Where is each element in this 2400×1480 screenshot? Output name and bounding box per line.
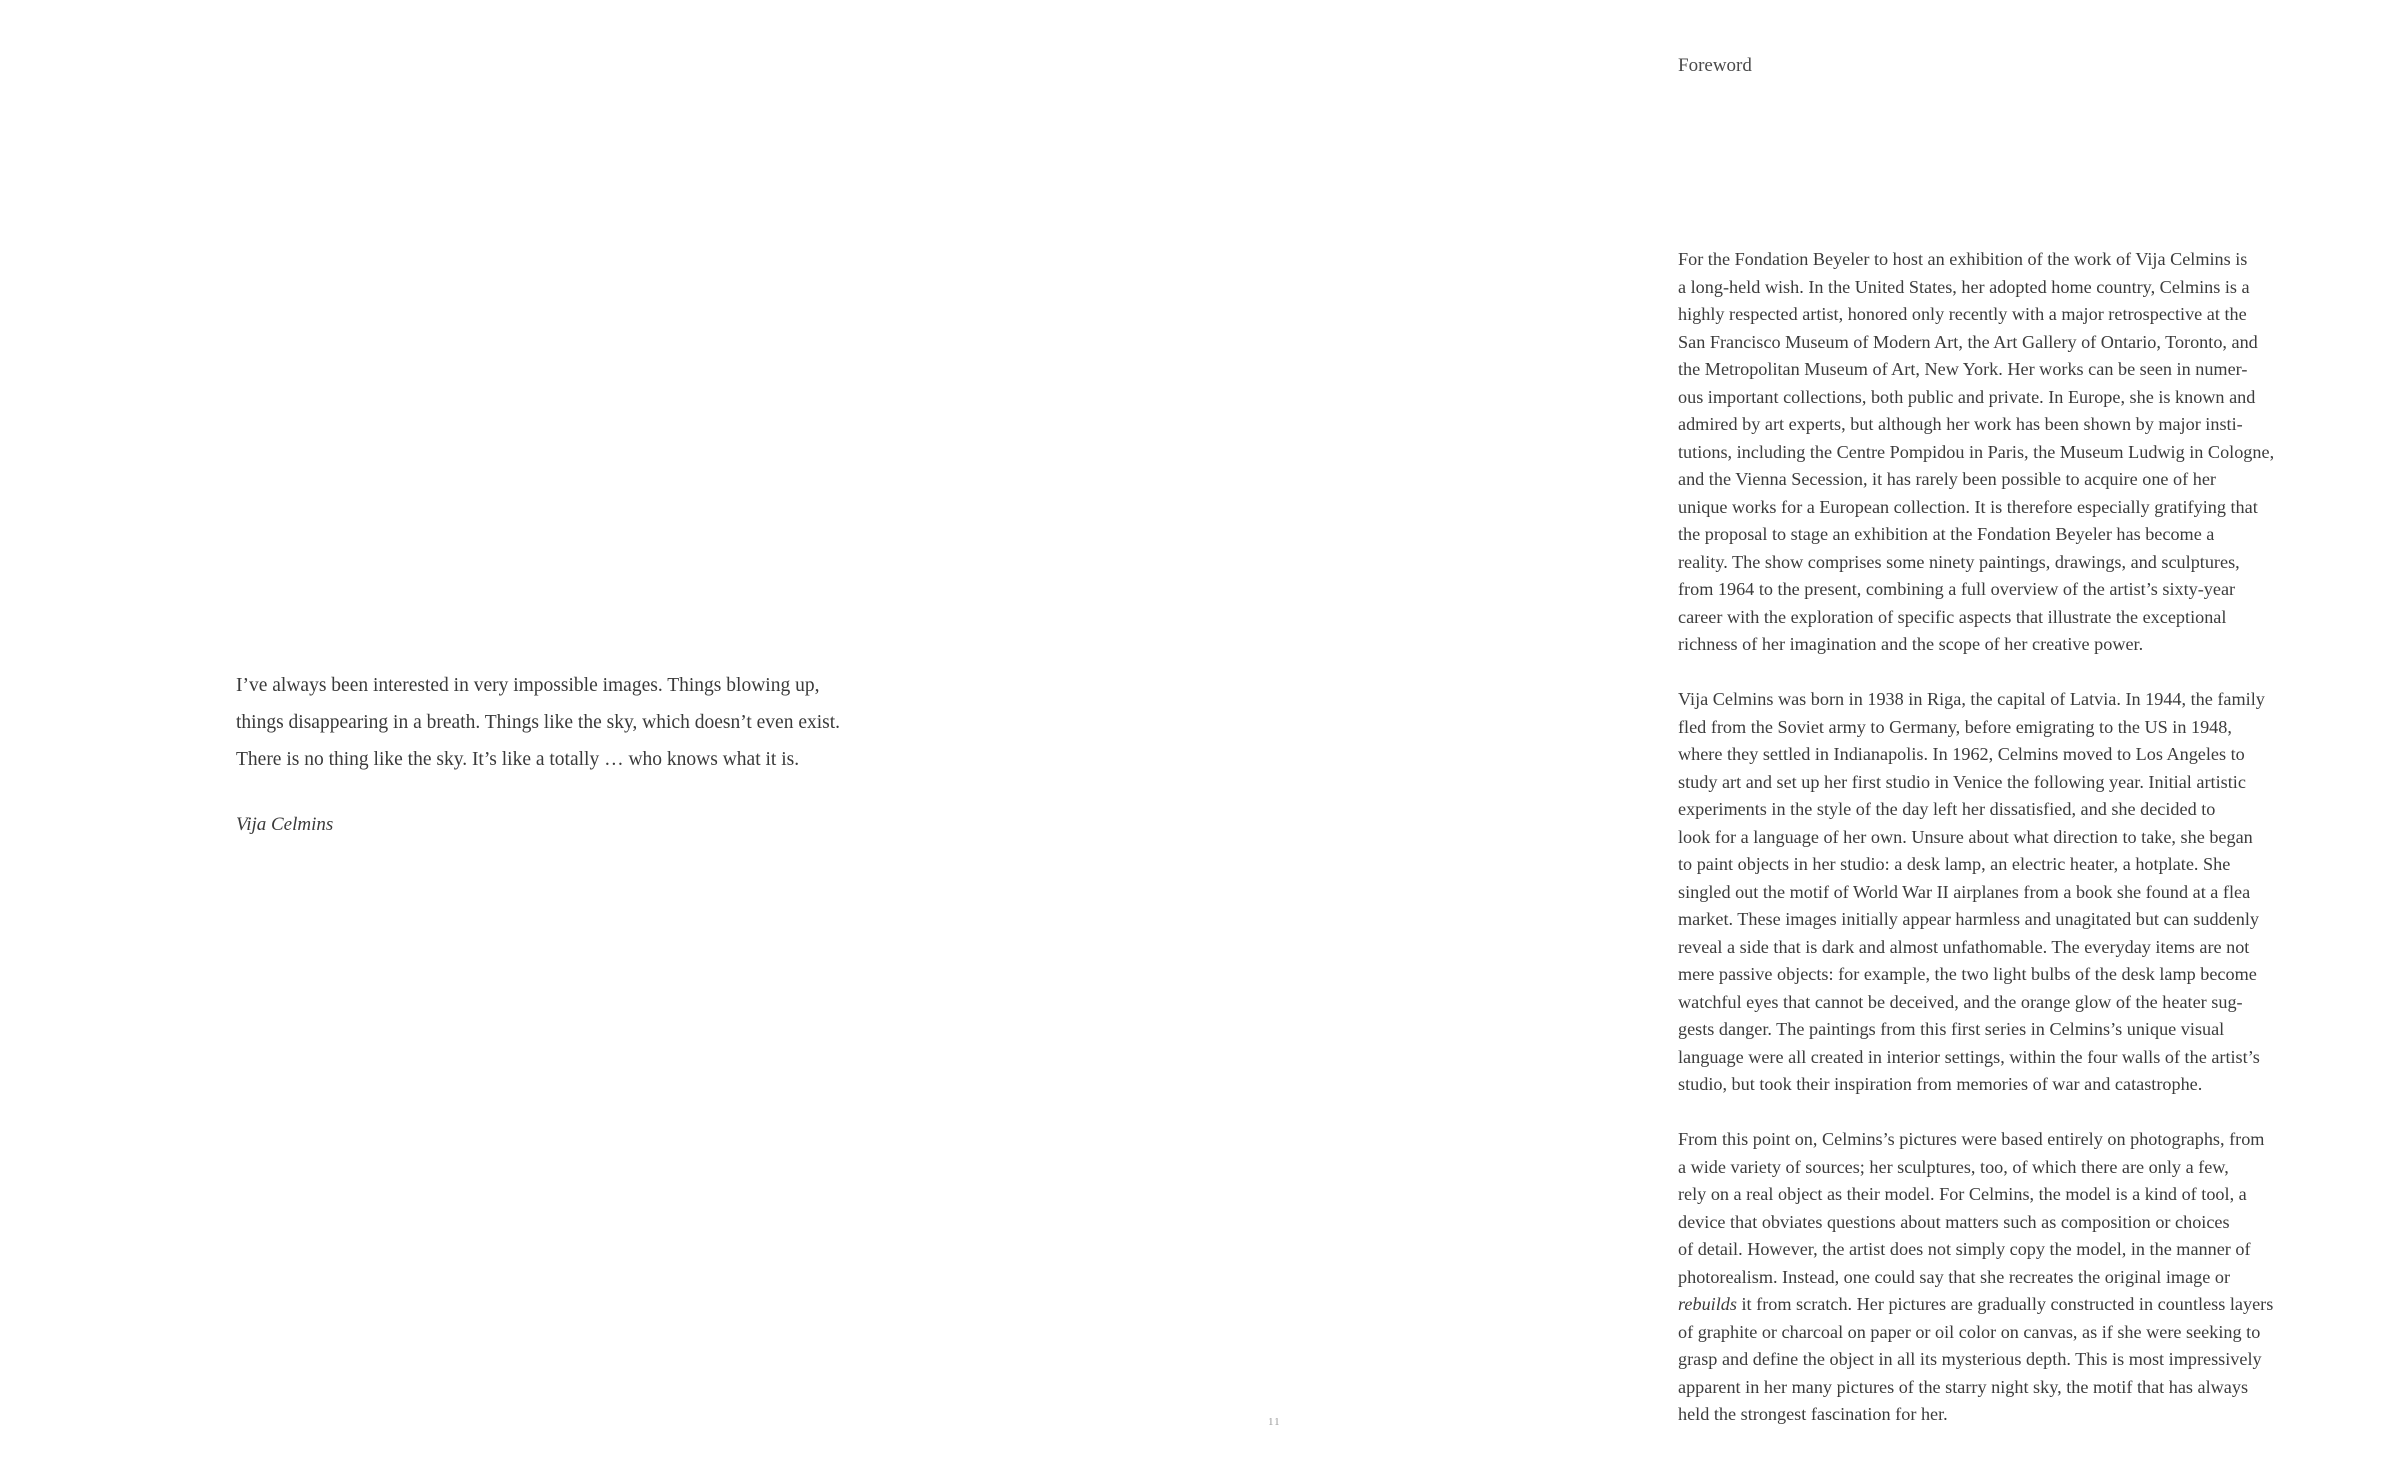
text-line: the Metropolitan Museum of Art, New York. Her works can be seen in numer- (1678, 359, 2248, 379)
quote-line: things disappearing in a breath. Things like the sky, which doesn’t even exist. (236, 712, 841, 733)
text-line: unique works for a European collection. It is therefore especially gratifying that (1678, 496, 2258, 517)
text-line: studio, but took their inspiration from memories of war and catastrophe. (1678, 1074, 2203, 1094)
text-line: rebuilds it from scratch. Her pictures are gradually constructed in countless layers (1678, 1294, 2274, 1314)
quote-line: There is no thing like the sky. It’s like a totally … who knows what it is. (236, 749, 800, 770)
text-line: fled from the Soviet army to Germany, before emigrating to the US in 1948, (1678, 716, 2232, 737)
text-line: photorealism. Instead, one could say that she recreates the original image or (1678, 1266, 2231, 1287)
text-line: where they settled in Indianapolis. In 1962, Celmins moved to Los Angeles to (1678, 744, 2245, 764)
text-line: rely on a real object as their model. For Celmins, the model is a kind of tool, a (1678, 1184, 2247, 1204)
text-line: to paint objects in her studio: a desk lamp, an electric heater, a hotplate. She (1678, 854, 2231, 874)
quote-line: I’ve always been interested in very impossible images. Things blowing up, (236, 675, 820, 696)
section-title: Foreword (1678, 55, 1752, 76)
text-line: held the strongest fascination for her. (1678, 1404, 1948, 1424)
text-line: device that obviates questions about matters such as composition or choices (1678, 1211, 2230, 1232)
text-line: from 1964 to the present, combining a full overview of the artist’s sixty-year (1678, 579, 2236, 599)
text-line: language were all created in interior settings, within the four walls of the artist’s (1678, 1046, 2260, 1067)
text-line: experiments in the style of the day left her dissatisfied, and she decided to (1678, 799, 2216, 819)
text-line: From this point on, Celmins’s pictures were based entirely on photographs, from (1678, 1129, 2265, 1149)
paragraph-1 (1678, 246, 2370, 659)
text-line: and the Vienna Secession, it has rarely been possible to acquire one of her (1678, 469, 2216, 489)
text-line: career with the exploration of specific aspects that illustrate the exceptional (1678, 606, 2227, 627)
text-line: richness of her imagination and the scope of her creative power. (1678, 634, 2144, 654)
text-line: tutions, including the Centre Pompidou in Paris, the Museum Ludwig in Cologne, (1678, 441, 2275, 462)
emphasis: rebuilds (1678, 1294, 1737, 1314)
text-line: grasp and define the object in all its mysterious depth. This is most impressively (1678, 1349, 2262, 1369)
body-text (1678, 246, 2370, 1456)
text-line: mere passive objects: for example, the two light bulbs of the desk lamp become (1678, 964, 2257, 984)
text-line: For the Fondation Beyeler to host an exhibition of the work of Vija Celmins is (1678, 249, 2248, 269)
text-line: of graphite or charcoal on paper or oil color on canvas, as if she were seeking to (1678, 1321, 2261, 1342)
paragraph-3 (1678, 1126, 2370, 1429)
text-line: admired by art experts, but although her work has been shown by major insti- (1678, 414, 2243, 434)
paragraph-2 (1678, 686, 2370, 1099)
quote-attribution: Vija Celmins (236, 814, 334, 835)
page-number: 11 (1268, 1416, 1281, 1428)
text-line: reveal a side that is dark and almost unfathomable. The everyday items are not (1678, 936, 2250, 957)
text-line: a wide variety of sources; her sculptures, too, of which there are only a few, (1678, 1156, 2229, 1177)
text-line: ous important collections, both public and private. In Europe, she is known and (1678, 386, 2256, 407)
text-line: market. These images initially appear harmless and unagitated but can suddenly (1678, 909, 2259, 929)
text-line: San Francisco Museum of Modern Art, the Art Gallery of Ontario, Toronto, and (1678, 331, 2258, 352)
text-line: look for a language of her own. Unsure about what direction to take, she began (1678, 826, 2253, 847)
text-line: gests danger. The paintings from this first series in Celmins’s unique visual (1678, 1019, 2225, 1039)
text-line: study art and set up her first studio in Venice the following year. Initial artistic (1678, 771, 2246, 792)
text-line: Vija Celmins was born in 1938 in Riga, the capital of Latvia. In 1944, the family (1678, 689, 2265, 709)
right-page (1200, 0, 2400, 1480)
text-line: highly respected artist, honored only recently with a major retrospective at the (1678, 304, 2247, 324)
text-line: the proposal to stage an exhibition at the Fondation Beyeler has become a (1678, 524, 2215, 544)
text-line: watchful eyes that cannot be deceived, and the orange glow of the heater sug- (1678, 991, 2243, 1012)
text-line: a long-held wish. In the United States, her adopted home country, Celmins is a (1678, 276, 2250, 297)
text-line: of detail. However, the artist does not simply copy the model, in the manner of (1678, 1239, 2251, 1259)
epigraph-quote (236, 667, 956, 778)
text-line: reality. The show comprises some ninety paintings, drawings, and sculptures, (1678, 551, 2240, 572)
text-line: singled out the motif of World War II airplanes from a book she found at a flea (1678, 881, 2251, 902)
text-line: apparent in her many pictures of the starry night sky, the motif that has always (1678, 1376, 2249, 1397)
